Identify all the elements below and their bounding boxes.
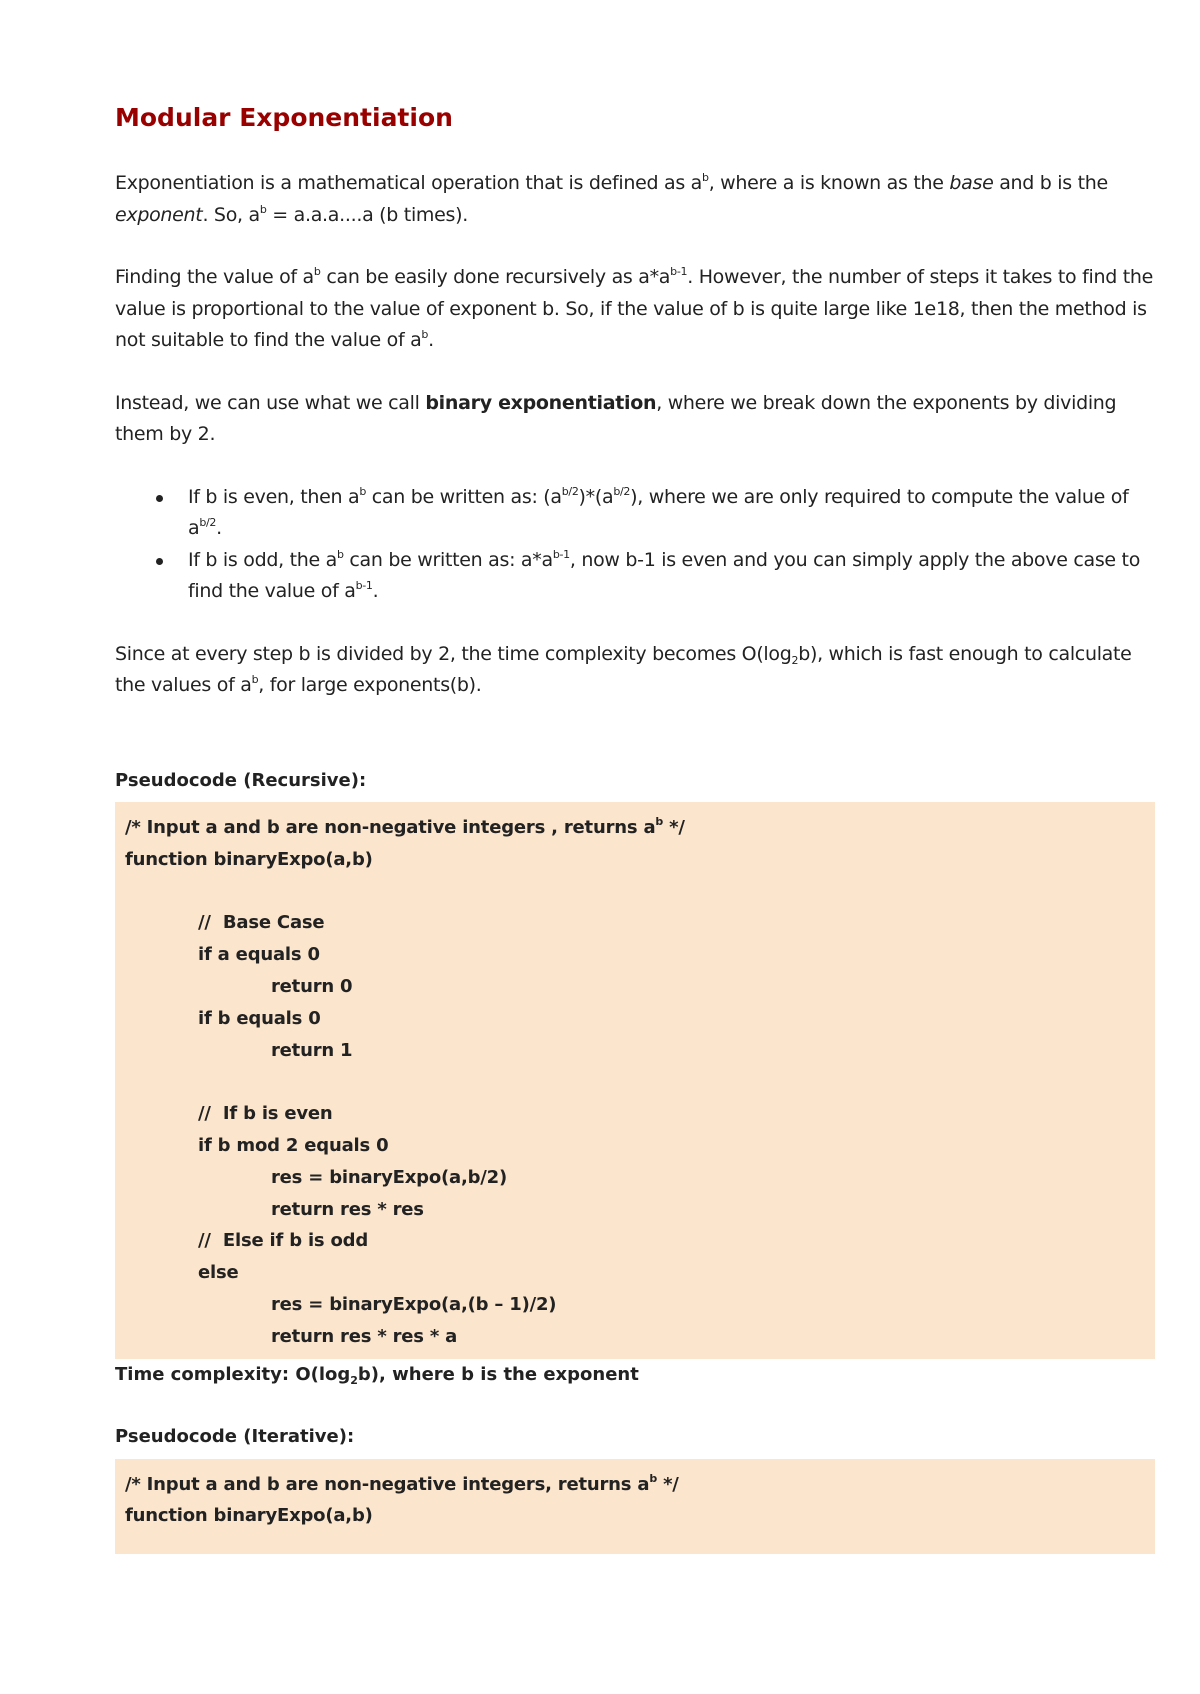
iterative-code-block (115, 1459, 1155, 1555)
superscript: b (655, 815, 664, 828)
subscript: 2 (791, 653, 799, 667)
code-line: return res * res (271, 1198, 424, 1220)
iterative-pseudocode-label: Pseudocode (Iterative): (115, 1426, 355, 1448)
blank-line (125, 1066, 1145, 1098)
superscript: b-1 (670, 265, 688, 278)
text-run: . (428, 329, 434, 351)
complexity-paragraph (115, 639, 1155, 702)
text-run: can be written as: a*a (343, 548, 553, 571)
text-run: */ (663, 817, 685, 838)
recursive-pseudocode-label: Pseudocode (Recursive): (115, 769, 367, 791)
code-comment (125, 1469, 1145, 1501)
code-line: else (198, 1262, 239, 1284)
text-run: */ (657, 1473, 679, 1495)
text-run: If b is even, then a (188, 485, 360, 508)
text-run: b), which is fast enough to calculate the values of a (115, 642, 1132, 696)
code-line: return 1 (271, 1039, 353, 1061)
recursive-code-block (115, 802, 1155, 1359)
superscript: b-1 (552, 547, 570, 561)
list-item-even-case (115, 482, 1155, 545)
text-run: If b is odd, the a (188, 548, 337, 571)
subscript: 2 (350, 1373, 358, 1387)
text-run: . (372, 580, 379, 602)
text-run: , now b-1 is even and you can simply apply the above case to find the value of a (188, 548, 1141, 602)
text-run: /* Input a and b are non-negative integers , returns a (125, 817, 656, 838)
text-run: , where a is known as the (708, 172, 950, 194)
text-run: can be written as: (a (366, 485, 562, 508)
text-run: Exponentiation is a mathematical operation that is defined as a (115, 172, 703, 194)
bullet-icon (156, 558, 163, 565)
code-line: return 0 (271, 975, 353, 997)
code-line: // Base Case (198, 912, 325, 934)
superscript: b (313, 265, 321, 278)
superscript: b/2 (199, 516, 217, 529)
bold-term: binary exponentiation (425, 391, 657, 414)
text-run: Time complexity: O(log (115, 1363, 351, 1385)
superscript: b/2 (613, 484, 631, 498)
text-run: = a.a.a....a (b times). (266, 203, 468, 226)
superscript: b (359, 484, 366, 498)
code-line: if a equals 0 (198, 944, 320, 966)
italic-term-base: base (949, 172, 994, 194)
case-list (115, 482, 1155, 608)
text-run: Instead, we can use what we call (115, 391, 426, 414)
superscript: b (259, 202, 267, 216)
document-content (115, 96, 1155, 1554)
code-line: res = binaryExpo(a,b/2) (271, 1166, 508, 1188)
text-run: and b is the (993, 172, 1108, 194)
text-run: , where we break down the exponents by dividing them by 2. (115, 391, 1117, 445)
code-comment (125, 812, 1145, 844)
text-run: b), where b is the exponent (357, 1363, 639, 1385)
recursion-paragraph (115, 262, 1155, 357)
text-run: )*(a (578, 485, 614, 508)
text-run: . However, the number of steps it takes to find the value is proportional to the value of exponent b. So, if the value of b is quite large like 1e18, then the method is not suitable to find the value of a (115, 266, 1153, 351)
code-line: // Else if b is odd (198, 1230, 369, 1252)
superscript: b (421, 328, 429, 341)
page-title: Modular Exponentiation (115, 103, 453, 132)
text-run: Since at every step b is divided by 2, the time complexity becomes O(log (115, 642, 792, 665)
superscript: b (251, 673, 259, 686)
binary-exponentiation-paragraph (115, 388, 1155, 451)
blank-line (125, 876, 1145, 908)
code-line: function binaryExpo(a,b) (125, 1505, 373, 1527)
code-line: res = binaryExpo(a,(b – 1)/2) (271, 1293, 557, 1315)
text-run: . (216, 517, 222, 539)
superscript: b (336, 547, 344, 561)
superscript: b-1 (355, 579, 373, 592)
superscript: b (649, 1471, 658, 1485)
text-run: . So, a (202, 203, 260, 226)
text-run: Finding the value of a (115, 266, 314, 288)
superscript: b (702, 171, 709, 184)
code-line: function binaryExpo(a,b) (125, 848, 373, 870)
italic-term-exponent: exponent (115, 203, 203, 226)
time-complexity-note (115, 1359, 1155, 1391)
list-item-odd-case (115, 545, 1155, 608)
code-line: // If b is even (198, 1103, 333, 1125)
text-run: , for large exponents(b). (258, 674, 482, 696)
text-run: can be easily done recursively as a*a (320, 266, 671, 288)
text-run: /* Input a and b are non-negative integers, returns a (125, 1473, 650, 1495)
superscript: b/2 (561, 484, 579, 498)
intro-paragraph (115, 168, 1155, 231)
code-line: if b equals 0 (198, 1007, 321, 1029)
text-run: ), where we are only required to compute the value of a (188, 485, 1129, 539)
bullet-icon (156, 495, 163, 502)
code-line: return res * res * a (271, 1325, 458, 1347)
code-line: if b mod 2 equals 0 (198, 1134, 389, 1156)
